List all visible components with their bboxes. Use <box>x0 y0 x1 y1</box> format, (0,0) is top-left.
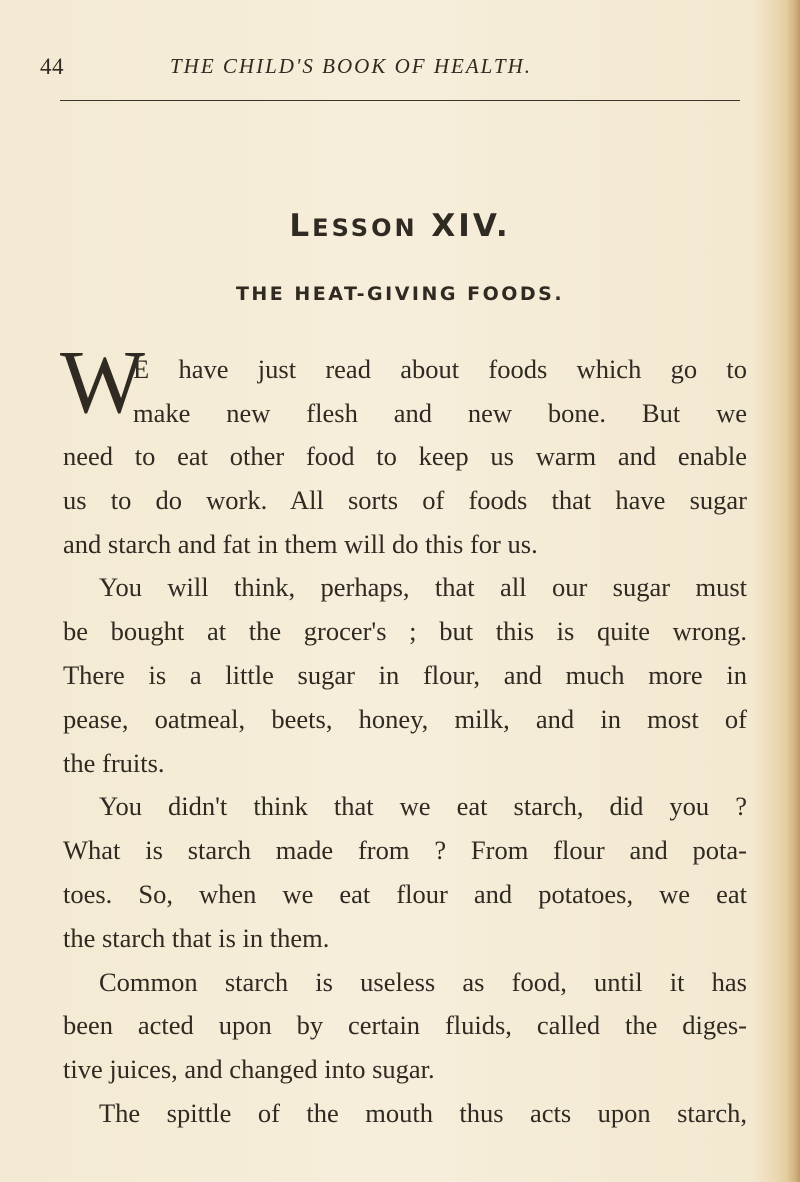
text-line: What is starch made from ? From flour and pota- <box>63 835 747 866</box>
text-line: There is a little sugar in flour, and much more in <box>63 659 747 690</box>
lesson-subtitle: THE HEAT-GIVING FOODS. <box>235 283 565 305</box>
text-line: and starch and fat in them will do this for us. <box>63 528 538 559</box>
running-title: THE CHILD'S BOOK OF HEALTH. <box>170 54 533 78</box>
opening-lines <box>133 348 747 436</box>
text-line: pease, oatmeal, beets, honey, milk, and in most of <box>63 703 747 734</box>
lesson-title <box>0 208 800 244</box>
page-number: 44 <box>40 54 64 79</box>
text-line: be bought at the grocer's ; but this is quite wrong. <box>63 616 747 647</box>
running-header <box>40 54 752 94</box>
header-rule <box>60 100 740 101</box>
text-line: the fruits. <box>63 747 165 778</box>
text-line: Common starch is useless as food, until it has <box>99 966 747 997</box>
page-edge-shadow <box>786 0 800 1182</box>
text-line: need to eat other food to keep us warm and enable <box>63 441 747 471</box>
text-line: tive juices, and changed into sugar. <box>63 1054 435 1085</box>
text-line: make new flesh and new bone. But we <box>133 397 747 428</box>
text-line: The spittle of the mouth thus acts upon starch, <box>99 1097 747 1128</box>
text-line: us to do work. All sorts of foods that have sugar <box>63 484 747 515</box>
body-text <box>63 435 747 1136</box>
text-line: the starch that is in them. <box>63 922 330 953</box>
text-line: You will think, perhaps, that all our sugar must <box>99 572 747 603</box>
text-line: been acted upon by certain fluids, called the diges- <box>63 1010 747 1041</box>
drop-cap: W <box>60 333 145 432</box>
text-line: E have just read about foods which go to <box>133 354 747 384</box>
lesson-title-text: LESSON XIV. <box>289 208 511 244</box>
text-line: toes. So, when we eat flour and potatoes, we eat <box>63 878 747 909</box>
text-line: You didn't think that we eat starch, did you ? <box>99 791 747 822</box>
